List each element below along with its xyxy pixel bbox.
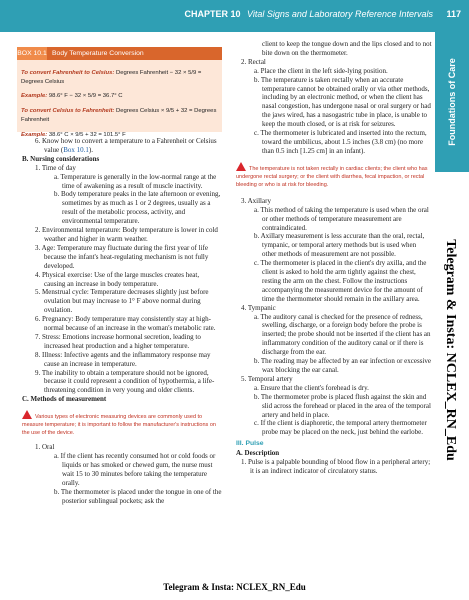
method-oral: 1. Oral (35, 443, 55, 452)
item-3: 3. Age: Temperature may fluctuate during the first year of life because the infant's heat-regulating mechanism is not fully developed. (35, 243, 209, 270)
example2: 38.6° C × 9/5 + 32 = 101.5° F (48, 131, 126, 138)
method-temporal-c: c. If the client is diaphoretic, the temporal artery thermometer probe may be placed on the neck, just behind the earlobe. (254, 419, 427, 437)
example1-label: Example: (21, 93, 48, 100)
method-rectal-c: c. The thermometer is lubricated and inserted into the rectum, toward the umbilicus, about 1.5 inches (3.8 cm) (no more than 0.5 inch [1.25 cm] in an infant). (254, 129, 427, 155)
left-column (22, 137, 222, 506)
box-title: Body Temperature Conversion (52, 50, 144, 57)
method-axillary-b: b. Axillary measurement is less accurate than the oral, rectal, tympanic, or temporal artery methods but is used when other methods of measurement are not possible. (254, 232, 425, 259)
side-watermark (430, 185, 469, 515)
alert-note-left: Various types of electronic measuring devices are commonly used to measure temperature; it is important to follow the manufacturer's instructions on the use of the device. (22, 410, 222, 437)
oral-continued: client to keep the tongue down and the lips closed and to not bite down on the thermometer. (262, 40, 432, 57)
method-oral-b: b. The thermometer is placed under the tongue in one of the posterior sublingual pockets; ask the (54, 487, 222, 505)
page-header (0, 0, 469, 32)
item-1: 1. Time of day (35, 163, 76, 172)
method-temporal: 5. Temporal artery (241, 374, 293, 383)
conversion-box (17, 47, 222, 138)
section-tab-label: Foundations of Care (447, 58, 457, 146)
item-9: 9. The inability to obtain a temperature should not be ignored, because it could represent a condition of hypothermia, a life-threatening condition in very young and older clients. (35, 368, 215, 395)
box-header (17, 47, 222, 60)
section-pulse-heading: III. Pulse (236, 440, 264, 448)
c-to-f-heading: To convert Celsius to Fahrenheit: (21, 108, 115, 115)
box-body (21, 63, 220, 145)
running-head (185, 9, 433, 19)
method-oral-a: a. If the client has recently consumed hot or cold foods or liquids or has smoked or chewed gum, the nurse must wait 15 to 30 minutes before taking the temperature orally. (54, 452, 216, 487)
pulse-description-heading: A. Description (236, 449, 280, 458)
item-1a: a. Temperature is generally in the low-normal range at the time of awakening as a result of muscle inactivity. (54, 172, 217, 190)
c-to-f-formula: Degrees Celsius × 9/5 + 32 = Degrees Fahrenheit (21, 108, 217, 123)
method-axillary-c: c. The thermometer is placed in the client's dry axilla, and the client is asked to hold the arm tightly against the chest, resting the arm on the chest. Follow the instructions accompanying the measurement device for the amount of time the thermometer should remain in the axillary area. (254, 259, 427, 303)
method-axillary: 3. Axillary (241, 196, 271, 205)
method-temporal-a: a. Ensure that the client's forehead is dry. (254, 383, 369, 392)
footer-watermark: Telegram & Insta: NCLEX_RN_Edu (163, 582, 306, 592)
f-to-c-formula: Degrees Fahrenheit − 32 × 5/9 = Degrees Celsius (21, 69, 202, 85)
box-ref-link[interactable]: Box 10.1 (63, 145, 89, 154)
warning-icon (236, 162, 246, 171)
item-8: 8. Illness: Infective agents and the inflammatory response may cause an increase in temperature. (35, 350, 211, 368)
example2-label: Example: (21, 131, 48, 138)
alert-note-right: The temperature is not taken rectally in cardiac clients; the client who has undergone rectal surgery; or the client with diarrhea, fecal impaction, or rectal bleeding or who is at risk for bleeding. (236, 162, 432, 189)
item-1b: b. Body temperature peaks in the late afternoon or evening, sometimes by as much as 1 or 2 degrees, usually as a result of the metabolic process, activity, and environmental temperature. (54, 190, 221, 226)
method-tympanic-b: b. The reading may be affected by an ear infection or excessive wax blocking the ear canal. (254, 357, 431, 374)
pulse-item-1: 1. Pulse is a palpable bounding of blood flow in a peripheral artery; it is an indirect indicator of circulatory status. (241, 458, 431, 475)
f-to-c-heading: To convert Fahrenheit to Celsius: (21, 69, 115, 76)
item-5: 5. Menstrual cycle: Temperature decreases slightly just before ovulation but may increase to 1° F above normal during ovulation. (35, 288, 209, 315)
item-6: 6. Know how to convert a temperature to a Fahrenheit or Celsius value (Box 10.1). (35, 137, 217, 154)
item-6-pregnancy: 6. Pregnancy: Body temperature may consistently stay at high-normal because of an increase in the woman's metabolic rate. (35, 315, 216, 333)
item-7: 7. Stress: Emotions increase hormonal secretion, leading to increased heat production and a higher temperature. (35, 332, 201, 350)
box-number: BOX 10.1 (17, 47, 47, 60)
section-b: B. Nursing considerations (22, 154, 100, 163)
method-temporal-b: b. The thermometer probe is placed flush against the skin and slid across the forehead or placed in the area of the temporal artery and held in place. (254, 392, 431, 419)
method-rectal-a: a. Place the client in the left side-lying position. (254, 66, 388, 75)
section-c: C. Methods of measurement (22, 395, 107, 404)
example1: 98.6° F − 32 × 5/9 = 36.7° C (48, 93, 123, 100)
method-axillary-a: a. This method of taking the temperature is used when the oral or other methods of temperature measurement are contraindicated. (254, 205, 429, 232)
method-tympanic: 4. Tympanic (241, 303, 276, 312)
item-4: 4. Physical exercise: Use of the large muscles creates heat, causing an increase in body temperature. (35, 270, 200, 288)
page-number: 117 (446, 9, 461, 19)
chapter-label: CHAPTER 10 (184, 9, 241, 19)
method-tympanic-a: a. The auditory canal is checked for the presence of redness, swelling, discharge, or a foreign body before the probe is inserted; the probe should not be inserted if the client has an inflammatory condition of the auditory canal or if there is discharge from the ear. (254, 312, 431, 357)
section-tab (435, 32, 469, 172)
right-column (236, 40, 432, 476)
warning-icon (22, 410, 32, 419)
method-rectal: 2. Rectal (241, 57, 266, 66)
method-rectal-b: b. The temperature is taken rectally when an accurate temperature cannot be obtained orally or via other methods, including by an electronic method, or when the client has nasal congestion, has undergone nasal or oral surgery or had the jaws wired, has a nasogastric tube in place, is unable to keep the mouth closed, or is at risk for seizures. (254, 75, 431, 129)
chapter-title: Vital Signs and Laboratory Reference Intervals (247, 9, 433, 19)
side-watermark-text: Telegram & Insta: NCLEX_RN_Edu (443, 239, 458, 461)
item-2: 2. Environmental temperature: Body temperature is lower in cold weather and higher in warm weather. (35, 226, 218, 243)
